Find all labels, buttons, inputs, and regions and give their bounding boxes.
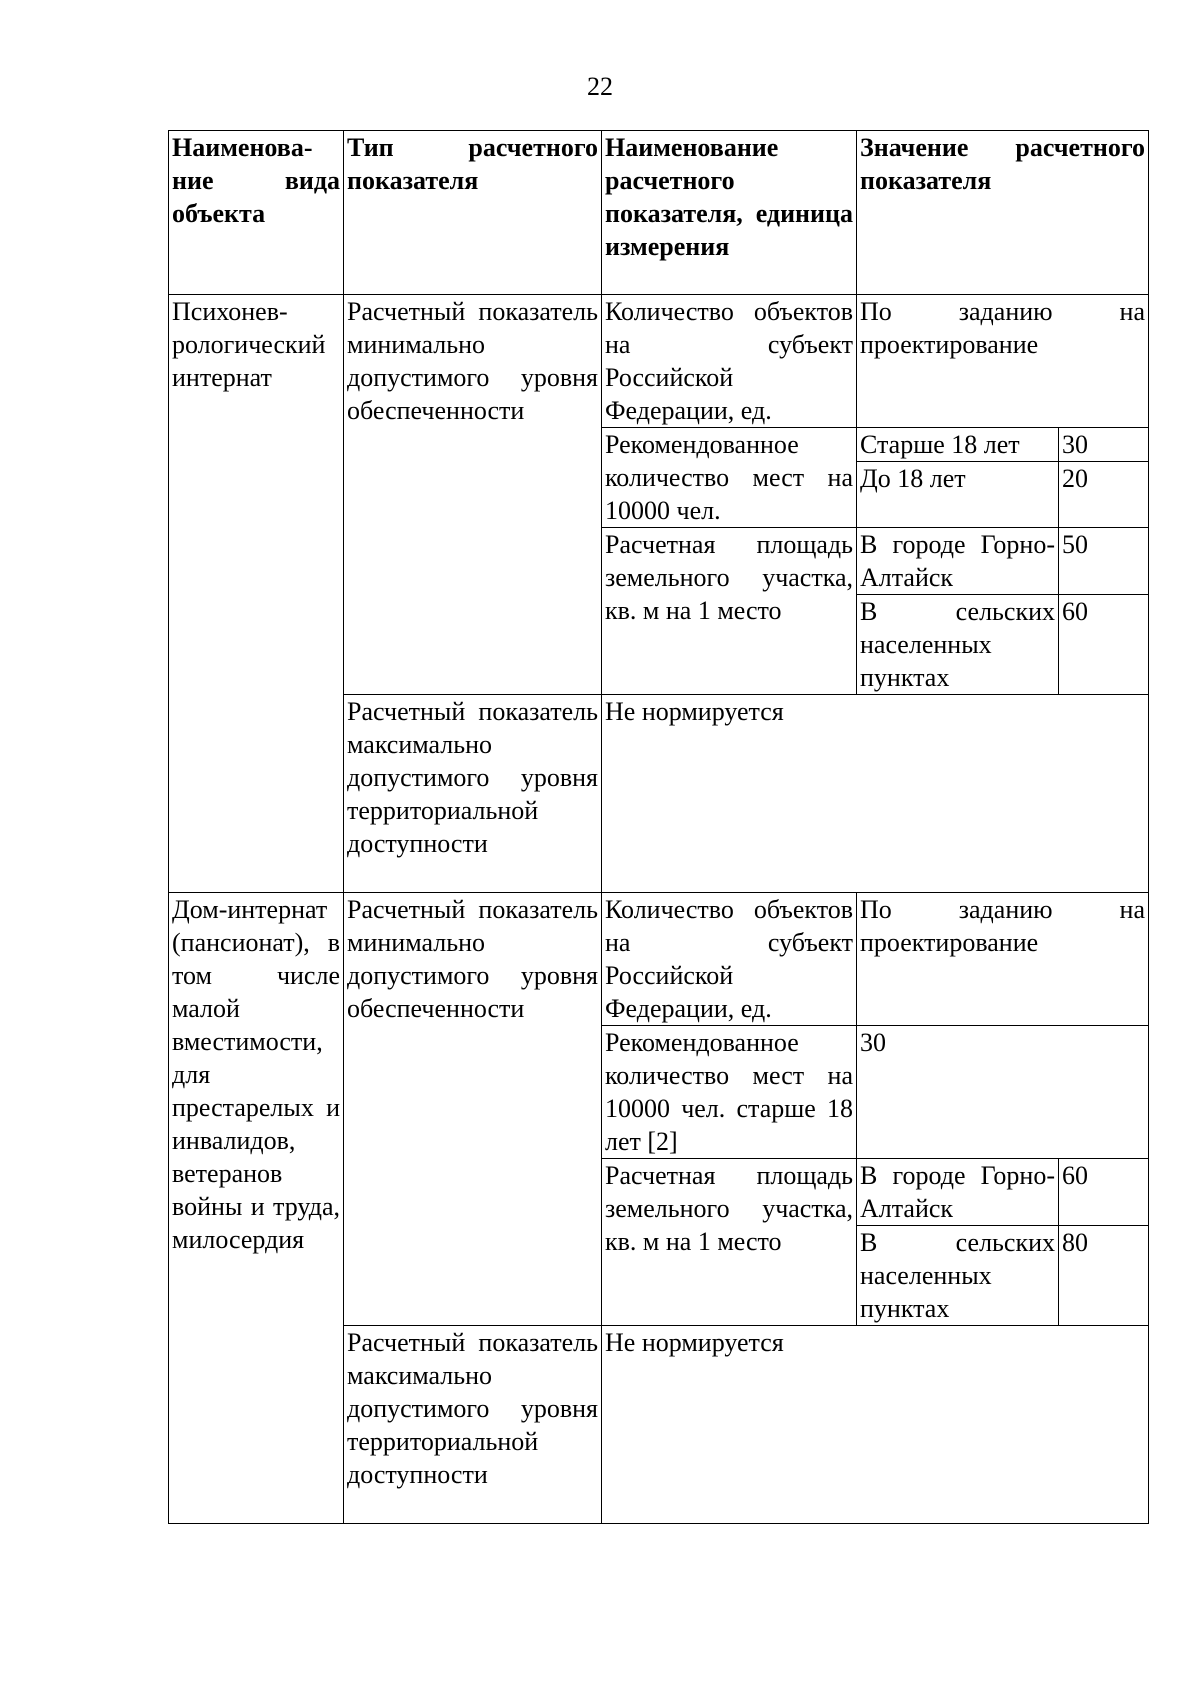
area-sub-label: В городе Горно-Алтайск: [857, 1159, 1059, 1226]
indicator-count-name: Количество объектов на субъект Российской Федерации, ед.: [602, 295, 857, 428]
header-indicator-type: Тип расчетного показателя: [344, 131, 602, 295]
indicator-type-min: Расчетный показатель минимально допустимого уровня обеспеченности: [344, 893, 602, 1326]
indicator-type-max: Расчетный показатель максимально допустимого уровня территориальной доступности: [344, 1326, 602, 1524]
places-sub-label: До 18 лет: [857, 462, 1059, 528]
area-sub-value: 50: [1059, 528, 1149, 595]
header-indicator-name: Наименование расчетного показателя, единица измерения: [602, 131, 857, 295]
header-indicator-value: Значение расчетного показателя: [857, 131, 1149, 295]
indicator-type-min: Расчетный показатель минимально допустимого уровня обеспеченности: [344, 295, 602, 695]
indicator-places-name: Рекомендованное количество мест на 10000 чел.: [602, 428, 857, 528]
indicator-area-name: Расчетная площадь земельного участка, кв. м на 1 место: [602, 528, 857, 695]
area-sub-label: В сельских населенных пунктах: [857, 1226, 1059, 1326]
indicator-places-name: Рекомендованное количество мест на 10000 чел. старше 18 лет [2]: [602, 1026, 857, 1159]
indicator-count-name: Количество объектов на субъект Российской Федерации, ед.: [602, 893, 857, 1026]
indicator-count-value: По заданию на проектирование: [857, 893, 1149, 1026]
area-sub-label: В городе Горно-Алтайск: [857, 528, 1059, 595]
places-sub-value: 20: [1059, 462, 1149, 528]
table-row: [169, 295, 1149, 428]
table-header-row: [169, 131, 1149, 295]
area-sub-value: 60: [1059, 1159, 1149, 1226]
indicator-count-value: По заданию на проектирование: [857, 295, 1149, 428]
area-sub-label: В сельских населенных пунктах: [857, 595, 1059, 695]
page-number: 22: [587, 72, 613, 101]
object-psycho-internat: Психонев-рологический интернат: [169, 295, 344, 893]
places-sub-label: Старше 18 лет: [857, 428, 1059, 462]
places-sub-value: 30: [1059, 428, 1149, 462]
table-row: [169, 893, 1149, 1026]
header-object-type: Наименова-ние вида объекта: [169, 131, 344, 295]
area-sub-value: 60: [1059, 595, 1149, 695]
indicator-area-name: Расчетная площадь земельного участка, кв. м на 1 место: [602, 1159, 857, 1326]
indicator-type-max: Расчетный показатель максимально допустимого уровня территориальной доступности: [344, 695, 602, 893]
indicator-places-value: 30: [857, 1026, 1149, 1159]
area-sub-value: 80: [1059, 1226, 1149, 1326]
indicators-table: [168, 130, 1149, 1524]
indicator-max-value: Не нормируется: [602, 695, 1149, 893]
indicator-max-value: Не нормируется: [602, 1326, 1149, 1524]
object-boarding-house: Дом-интернат (пансионат), в том числе малой вместимости, для престарелых и инвалидов, ветеранов войны и труда, милосердия: [169, 893, 344, 1524]
